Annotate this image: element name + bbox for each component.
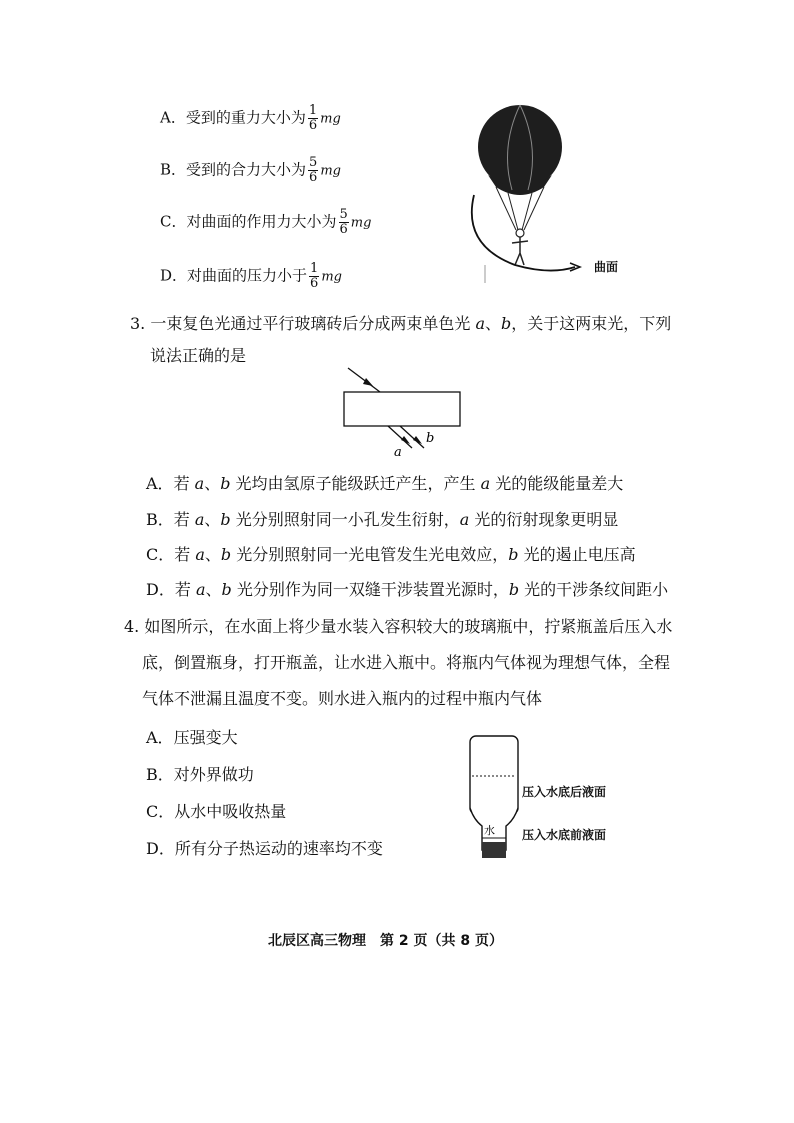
page-footer: 北辰区高三物理 第 2 页（共 8 页） xyxy=(268,933,503,949)
q4-option-b: B．对外界做功 xyxy=(146,765,254,784)
balloon-figure xyxy=(460,95,640,285)
label-before-level: 压入水底前液面 xyxy=(522,828,607,842)
q3-option-a: A．若 a、b 光均由氢原子能级跃迁产生，产生 a 光的能级能量差大 xyxy=(146,474,624,493)
q3-option-b: B．若 a、b 光分别照射同一小孔发生衍射，a 光的衍射现象更明显 xyxy=(146,510,619,529)
fraction: $\frac{1}{6}$ xyxy=(308,103,318,133)
glass-brick xyxy=(344,392,460,426)
incident-ray xyxy=(348,368,380,392)
q3-option-d: D．若 a、b 光分别作为同一双缝干涉装置光源时，b 光的干涉条纹间距小 xyxy=(146,580,669,599)
q2-option-d: D．对曲面的压力小于 $\frac{1}{6}$ mg xyxy=(160,261,342,291)
q4-stem-line2: 底，倒置瓶身，打开瓶盖，让水进入瓶中。将瓶内气体视为理想气体，全程 xyxy=(142,653,671,672)
water-label: 水 xyxy=(484,824,495,837)
fraction: $\frac{5}{6}$ xyxy=(339,207,348,237)
glass-brick-figure xyxy=(330,360,480,460)
fraction: $\frac{1}{6}$ xyxy=(310,261,319,291)
q4-option-a: A．压强变大 xyxy=(146,728,238,747)
ray-label-b: b xyxy=(426,431,435,446)
q4-stem-line3: 气体不泄漏且温度不变。则水进入瓶内的过程中瓶内气体 xyxy=(142,689,543,708)
q2-option-c: C．对曲面的作用力大小为 $\frac{5}{6}$ mg xyxy=(160,207,372,237)
bottle-figure xyxy=(462,734,532,866)
curved-surface xyxy=(472,195,575,271)
curved-surface-label: 曲面 xyxy=(594,260,619,274)
q4-stem-line1: 4. 如图所示，在水面上将少量水装入容积较大的玻璃瓶中，拧紧瓶盖后压入水 xyxy=(124,617,673,636)
q3-stem-line1: 3. 一束复色光通过平行玻璃砖后分成两束单色光 a、b，关于这两束光，下列 xyxy=(130,314,672,333)
label-after-level: 压入水底后液面 xyxy=(522,785,607,799)
bottle-body xyxy=(470,736,518,814)
q2-option-a: A．受到的重力大小为 $\frac{1}{6}$ mg xyxy=(160,103,341,133)
q2-option-b: B．受到的合力大小为 $\frac{5}{6}$ mg xyxy=(160,155,341,185)
person-icon xyxy=(512,229,528,265)
bottle-cap xyxy=(482,842,506,858)
balloon-icon xyxy=(478,105,562,189)
q4-option-d: D．所有分子热运动的速率均不变 xyxy=(146,839,383,858)
fraction: $\frac{5}{6}$ xyxy=(309,155,318,185)
q3-stem-line2: 说法正确的是 xyxy=(150,346,247,365)
ray-label-a: a xyxy=(394,445,402,460)
q3-option-c: C．若 a、b 光分别照射同一光电管发生光电效应，b 光的遏止电压高 xyxy=(146,545,636,564)
q4-option-c: C．从水中吸收热量 xyxy=(146,802,287,821)
